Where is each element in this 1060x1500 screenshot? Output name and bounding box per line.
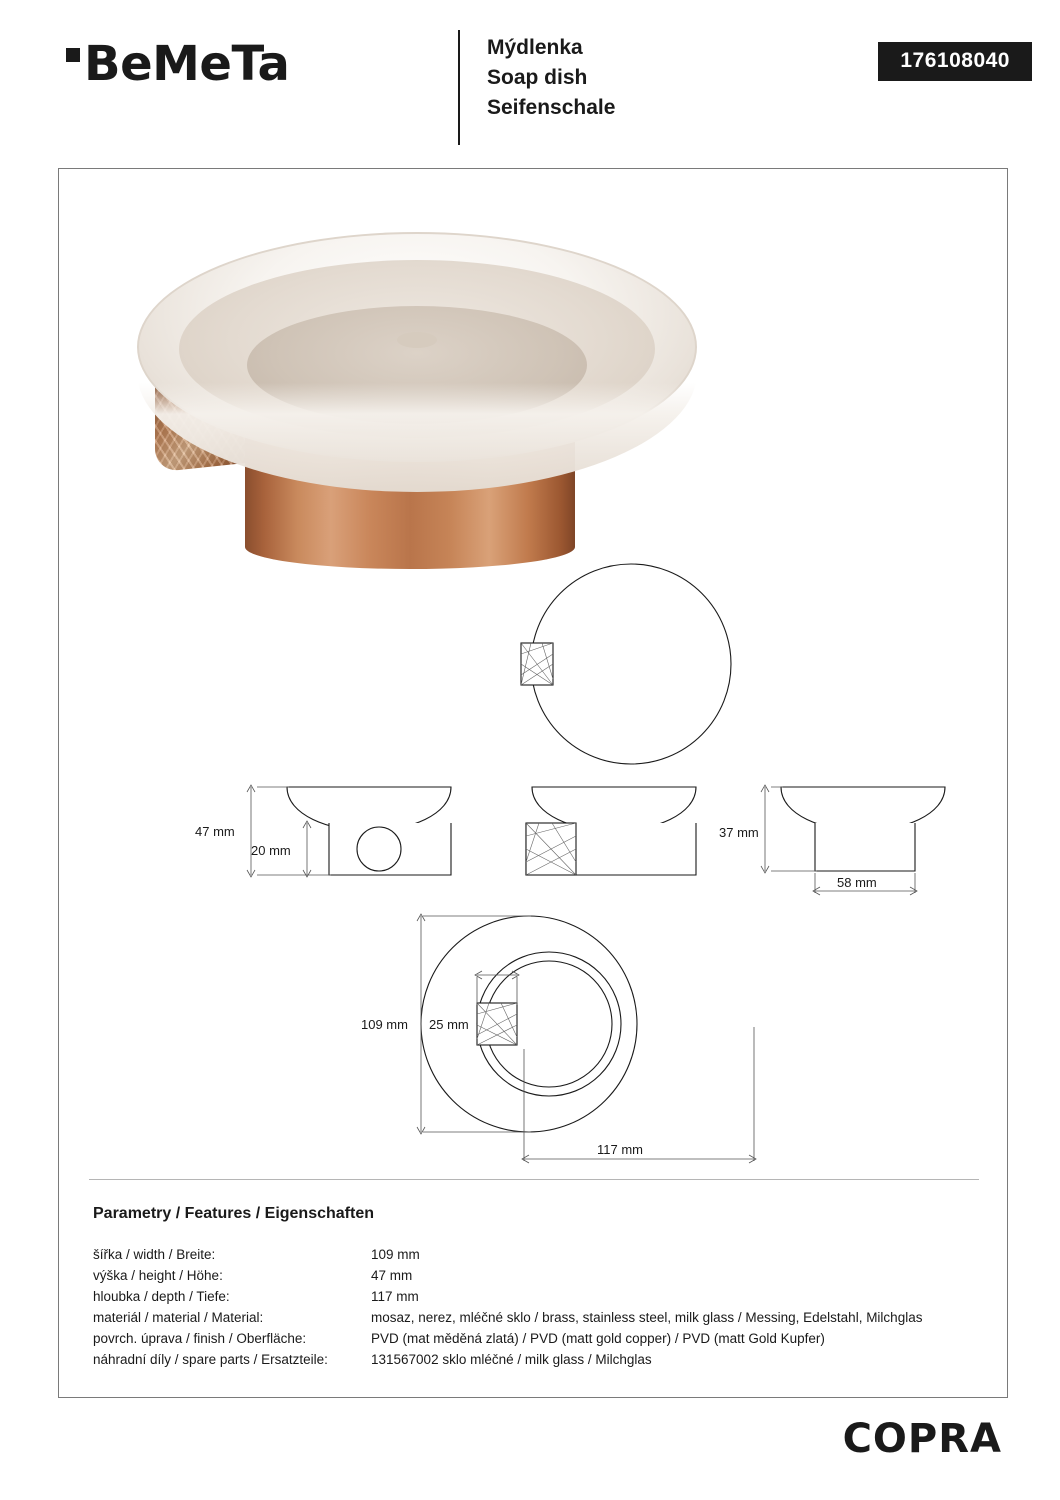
- dim-label-47mm: 47 mm: [195, 824, 235, 839]
- product-title-block: [487, 33, 615, 122]
- product-code-badge: 176108040: [878, 42, 1032, 81]
- dim-label-117mm: 117 mm: [597, 1142, 643, 1157]
- collection-name: COPRA: [842, 1416, 1002, 1462]
- drawing-plan-view: [299, 909, 779, 1179]
- spec-label: materiál / material / Material:: [93, 1310, 264, 1325]
- spec-value: mosaz, nerez, mléčné sklo / brass, stainless steel, milk glass / Messing, Edelstahl, Milchglas: [371, 1310, 923, 1325]
- product-title-cs: Mýdlenka: [487, 36, 583, 59]
- spec-row: [93, 1265, 983, 1286]
- dim-label-20mm: 20 mm: [251, 843, 291, 858]
- dim-label-25mm: 25 mm: [429, 1017, 469, 1032]
- spec-row: [93, 1328, 983, 1349]
- spec-value: 131567002 sklo mléčné / milk glass / Milchglas: [371, 1352, 652, 1367]
- dim-label-37mm: 37 mm: [719, 825, 759, 840]
- drawing-side-view-middle: [454, 779, 724, 899]
- product-title-de: Seifenschale: [487, 95, 616, 119]
- dim-label-109mm: 109 mm: [361, 1017, 408, 1032]
- spec-row: [93, 1286, 983, 1307]
- page-header: [0, 0, 1060, 160]
- glass-dish-center-nub: [397, 332, 437, 348]
- spec-row: [93, 1307, 983, 1328]
- drawing-side-view-left: [139, 779, 499, 899]
- spec-label: šířka / width / Breite:: [93, 1247, 216, 1262]
- spec-separator: [89, 1179, 979, 1180]
- header-divider: [458, 30, 460, 145]
- drawing-side-view-glass: [719, 779, 1009, 909]
- spec-value: 109 mm: [371, 1247, 420, 1262]
- spec-title: Parametry / Features / Eigenschaften: [93, 1205, 374, 1222]
- spec-value: 47 mm: [371, 1268, 413, 1283]
- spec-table: [93, 1244, 983, 1370]
- spec-row: [93, 1349, 983, 1370]
- spec-row: [93, 1244, 983, 1265]
- spec-label: výška / height / Höhe:: [93, 1268, 223, 1283]
- glass-dish-bowl: [247, 306, 587, 424]
- content-frame: [58, 168, 1008, 1398]
- spec-value: PVD (mat měděná zlatá) / PVD (matt gold copper) / PVD (matt Gold Kupfer): [371, 1331, 825, 1346]
- drawing-top-view-plain: [489, 559, 749, 769]
- product-title-en: Soap dish: [487, 65, 588, 89]
- spec-label: povrch. úprava / finish / Oberfläche:: [93, 1331, 307, 1346]
- spec-label: hloubka / depth / Tiefe:: [93, 1289, 230, 1304]
- logo-square-icon: [66, 48, 80, 62]
- dim-label-58mm: 58 mm: [837, 875, 877, 890]
- spec-value: 117 mm: [371, 1289, 419, 1304]
- spec-label: náhradní díly / spare parts / Ersatzteile:: [93, 1352, 328, 1367]
- brand-logo: BeMeTa: [84, 36, 290, 92]
